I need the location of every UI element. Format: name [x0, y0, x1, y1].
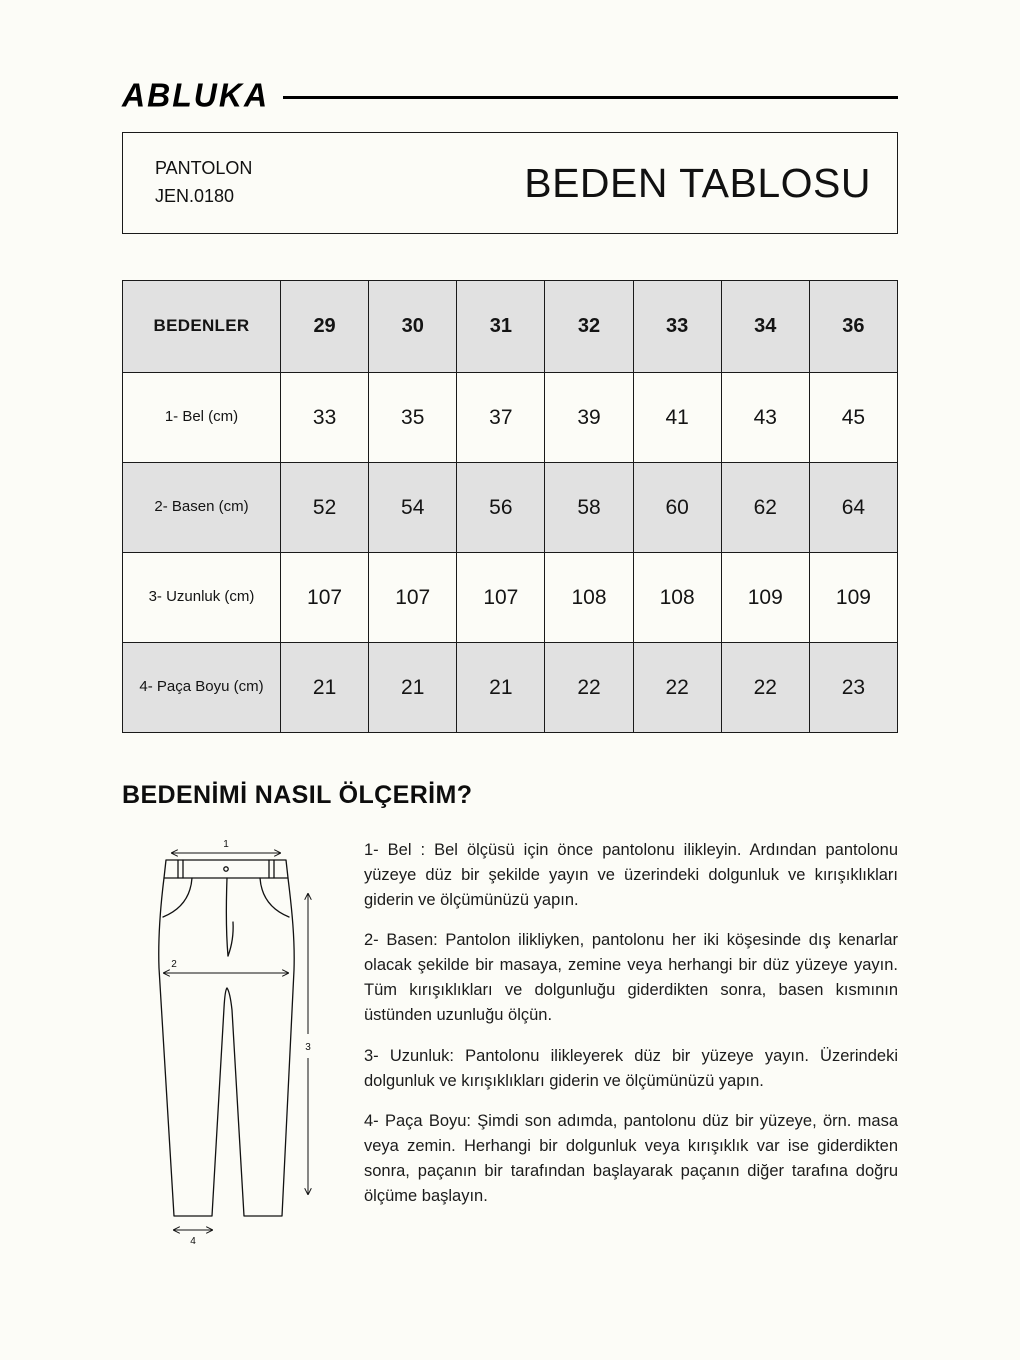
cell-bel-36: 45	[809, 373, 897, 463]
table-header-size-30: 30	[369, 281, 457, 373]
measure-arrow-waist	[172, 839, 280, 853]
measure-label-3: 3	[305, 1042, 311, 1053]
product-info	[155, 155, 252, 211]
table-row-uzunluk	[123, 553, 898, 643]
row-label-paca-boyu: 4- Paça Boyu (cm)	[123, 643, 281, 733]
howto-paragraph-paca-boyu: 4- Paça Boyu: Şimdi son adımda, pantolonu düz bir yüzeye, örn. masa veya zemin. Herhangi bir dolgunluk veya kırışıklık var ise giderdikten sonra, paçanın bir tarafından başlayarak paçanın diğer tarafına doğru ölçüme başlayın.	[364, 1111, 898, 1205]
product-type: PANTOLON	[155, 158, 253, 179]
cell-paca-34: 22	[721, 643, 809, 733]
product-code: JEN.0180	[155, 186, 235, 206]
table-header-size-34: 34	[721, 281, 809, 373]
table-header-size-32: 32	[545, 281, 633, 373]
table-header-size-36: 36	[809, 281, 897, 373]
cell-uzunluk-29: 107	[281, 553, 369, 643]
cell-basen-31: 56	[457, 463, 545, 553]
howto-paragraph-bel: 1- Bel : Bel ölçüsü için önce pantolonu ilikleyin. Ardından pantolonu yüzeye düz bir şekilde yayın ve üzerindeki dolgunluk ve kırışıklıkları giderin ve ölçümünüzü yapın.	[364, 841, 898, 910]
cell-bel-33: 41	[633, 373, 721, 463]
cell-paca-31: 21	[457, 643, 545, 733]
table-header-size-29: 29	[281, 281, 369, 373]
cell-bel-34: 43	[721, 373, 809, 463]
row-label-basen: 2- Basen (cm)	[123, 463, 281, 553]
cell-basen-33: 60	[633, 463, 721, 553]
cell-uzunluk-34: 109	[721, 553, 809, 643]
cell-bel-30: 35	[369, 373, 457, 463]
table-header-row	[123, 281, 898, 373]
brand-logo: ABLUKA	[122, 75, 270, 114]
cell-basen-30: 54	[369, 463, 457, 553]
table-row-bel	[123, 373, 898, 463]
table-header-bedenler: BEDENLER	[123, 281, 281, 373]
cell-bel-29: 33	[281, 373, 369, 463]
measure-arrow-length	[305, 894, 311, 1194]
howto-text	[364, 838, 898, 1209]
cell-paca-30: 21	[369, 643, 457, 733]
cell-uzunluk-30: 107	[369, 553, 457, 643]
cell-uzunluk-36: 109	[809, 553, 897, 643]
measure-arrow-hip	[164, 959, 288, 973]
cell-bel-31: 37	[457, 373, 545, 463]
brand-row	[122, 76, 898, 114]
table-header-size-31: 31	[457, 281, 545, 373]
cell-bel-32: 39	[545, 373, 633, 463]
cell-paca-32: 22	[545, 643, 633, 733]
cell-paca-33: 22	[633, 643, 721, 733]
howto-section	[122, 838, 898, 1255]
cell-uzunluk-32: 108	[545, 553, 633, 643]
measure-label-4: 4	[190, 1236, 196, 1247]
howto-paragraph-basen: 2- Basen: Pantolon ilikliyken, pantolonu her iki köşesinde dış kenarlar olacak şekilde bir masaya, zemine veya herhangi bir düz yüzeye yayın. Tüm kırışıklıkları ve dolgunluğu giderdikten sonra, basen kısmının üstünden uzunluğu ölçün.	[364, 931, 898, 1025]
cell-paca-36: 23	[809, 643, 897, 733]
pants-diagram-svg	[128, 838, 328, 1250]
cell-basen-29: 52	[281, 463, 369, 553]
page-title: BEDEN TABLOSU	[524, 159, 871, 206]
measure-label-1: 1	[223, 839, 229, 850]
row-label-bel: 1- Bel (cm)	[123, 373, 281, 463]
howto-paragraph-uzunluk: 3- Uzunluk: Pantolonu ilikleyerek düz bir yüzeye yayın. Üzerindeki dolgunluk ve kırışıklıkları giderin ve ölçümünüzü yapın.	[364, 1046, 898, 1090]
table-row-basen	[123, 463, 898, 553]
cell-basen-34: 62	[721, 463, 809, 553]
header-box	[122, 132, 898, 234]
table-header-size-33: 33	[633, 281, 721, 373]
cell-uzunluk-31: 107	[457, 553, 545, 643]
cell-uzunluk-33: 108	[633, 553, 721, 643]
row-label-uzunluk: 3- Uzunluk (cm)	[123, 553, 281, 643]
pants-diagram	[122, 838, 334, 1255]
howto-heading: BEDENİMİ NASIL ÖLÇERİM?	[122, 781, 473, 809]
size-table	[122, 280, 898, 733]
cell-basen-36: 64	[809, 463, 897, 553]
measure-arrow-hem	[174, 1230, 212, 1247]
measure-label-2: 2	[171, 959, 177, 970]
brand-rule-line	[283, 96, 898, 99]
pants-outline	[159, 860, 294, 1216]
table-row-paca-boyu	[123, 643, 898, 733]
cell-paca-29: 21	[281, 643, 369, 733]
cell-basen-32: 58	[545, 463, 633, 553]
